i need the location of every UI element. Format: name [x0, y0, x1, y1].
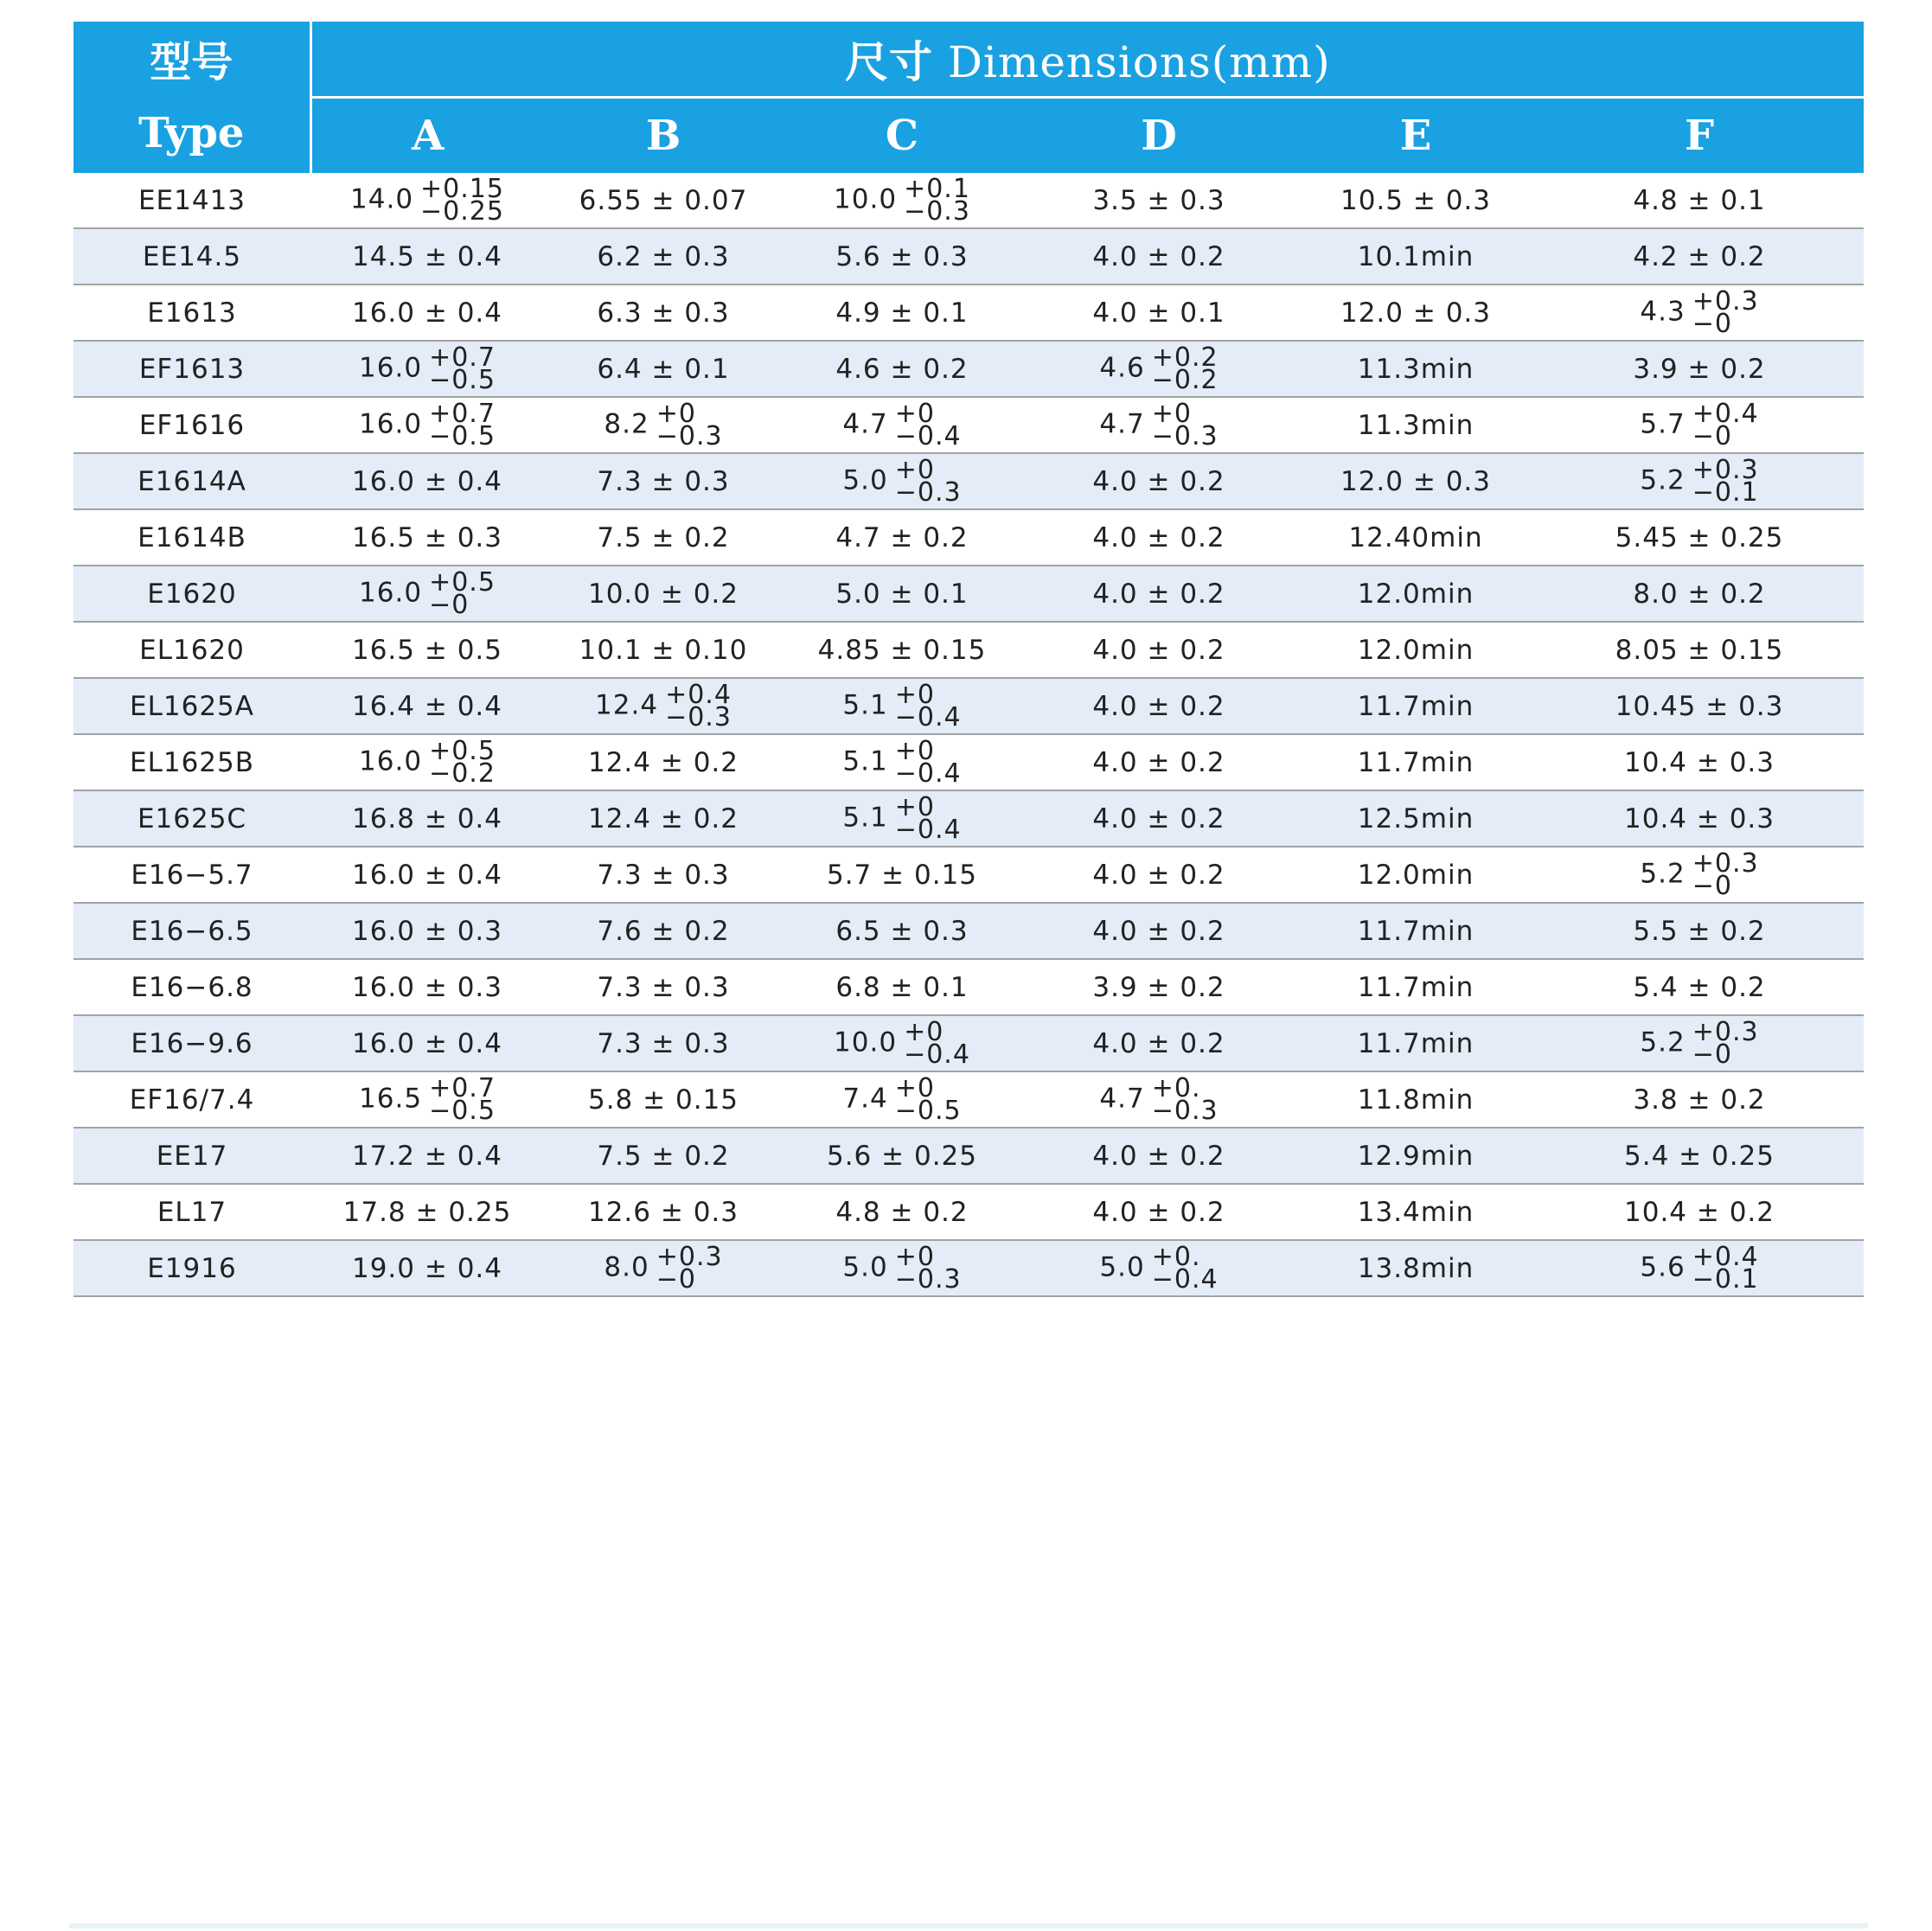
dimension-cell-f — [1535, 453, 1864, 509]
dimension-cell-d: 4.0 ± 0.1 — [1021, 285, 1296, 341]
dimension-cell-b: 6.2 ± 0.3 — [544, 228, 783, 285]
dimension-cell-b — [544, 397, 783, 453]
lower-tolerance: −0.5 — [429, 364, 496, 395]
lower-tolerance: −0 — [656, 1263, 696, 1295]
tolerance — [894, 679, 962, 732]
dimension-cell-d: 4.0 ± 0.2 — [1021, 622, 1296, 678]
type-cell: E16−9.6 — [74, 1015, 310, 1071]
dimension-cell-b: 5.8 ± 0.15 — [544, 1071, 783, 1128]
nominal-value: 14.0 — [350, 183, 414, 214]
upper-tolerance: +0.3 — [1692, 1016, 1759, 1047]
dimension-cell-a — [310, 734, 544, 790]
nominal-value: 4.7 — [1099, 1083, 1145, 1114]
dimension-cell-b — [544, 678, 783, 734]
type-cell: EE17 — [74, 1128, 310, 1184]
table-row — [74, 1184, 1864, 1240]
upper-tolerance: +0 — [1151, 398, 1192, 429]
type-cell: EE1413 — [74, 173, 310, 228]
type-header-en: Type — [138, 108, 245, 157]
nominal-value: 10.0 — [834, 183, 898, 214]
dimension-cell-a: 16.4 ± 0.4 — [310, 678, 544, 734]
type-cell: E1614B — [74, 509, 310, 566]
dimension-cell-b: 6.4 ± 0.1 — [544, 341, 783, 397]
tolerance — [1692, 454, 1759, 508]
upper-tolerance: +0. — [1151, 1241, 1201, 1272]
nominal-value: 5.0 — [1099, 1251, 1145, 1282]
dimension-cell-e: 11.7min — [1296, 903, 1535, 959]
dimension-cell-c — [783, 1071, 1021, 1128]
dimension-cell-b: 7.5 ± 0.2 — [544, 509, 783, 566]
nominal-value: 5.6 — [1640, 1251, 1686, 1282]
column-header-a: A — [310, 98, 544, 174]
dimension-cell-d: 4.0 ± 0.2 — [1021, 509, 1296, 566]
upper-tolerance: +0.4 — [1692, 1241, 1759, 1272]
dimension-cell-e: 11.7min — [1296, 734, 1535, 790]
dimension-cell-e: 12.0min — [1296, 622, 1535, 678]
lower-tolerance: −0 — [429, 589, 470, 620]
type-cell: EF1613 — [74, 341, 310, 397]
dimension-cell-f — [1535, 1240, 1864, 1296]
dimension-cell-b: 12.6 ± 0.3 — [544, 1184, 783, 1240]
dimension-cell-f: 10.4 ± 0.3 — [1535, 734, 1864, 790]
table-row — [74, 509, 1864, 566]
type-cell: E16−6.8 — [74, 959, 310, 1015]
dimension-cell-c — [783, 1240, 1021, 1296]
tolerance — [894, 735, 962, 789]
type-header-cn: 型号 — [150, 37, 234, 86]
dimension-cell-c — [783, 1015, 1021, 1071]
table-row — [74, 285, 1864, 341]
dimension-cell-c: 5.7 ± 0.15 — [783, 847, 1021, 903]
dimension-cell-e: 13.4min — [1296, 1184, 1535, 1240]
dimension-cell-f: 5.4 ± 0.25 — [1535, 1128, 1864, 1184]
dimension-cell-d — [1021, 1071, 1296, 1128]
table-row — [74, 903, 1864, 959]
type-cell: E1625C — [74, 790, 310, 847]
tolerance — [429, 735, 496, 789]
dimension-cell-d: 3.5 ± 0.3 — [1021, 173, 1296, 228]
type-cell: E1620 — [74, 566, 310, 622]
upper-tolerance: +0 — [656, 398, 696, 429]
dimension-cell-c: 4.7 ± 0.2 — [783, 509, 1021, 566]
dimension-cell-d: 4.0 ± 0.2 — [1021, 790, 1296, 847]
nominal-value: 10.0 — [834, 1026, 898, 1058]
table-row — [74, 790, 1864, 847]
type-column-header — [74, 22, 310, 173]
tolerance — [904, 1016, 970, 1070]
nominal-value: 5.0 — [842, 1251, 888, 1282]
lower-tolerance: −0.3 — [894, 1263, 962, 1295]
type-cell: EL17 — [74, 1184, 310, 1240]
nominal-value: 16.0 — [359, 745, 423, 777]
lower-tolerance: −0.3 — [1151, 420, 1219, 451]
dimension-cell-c: 5.6 ± 0.3 — [783, 228, 1021, 285]
table-row — [74, 397, 1864, 453]
type-cell: EL1620 — [74, 622, 310, 678]
lower-tolerance: −0.3 — [894, 476, 962, 508]
upper-tolerance: +0 — [904, 1016, 944, 1047]
dimensions-header-cn: 尺寸 — [844, 36, 933, 87]
dimension-cell-a — [310, 1071, 544, 1128]
dimension-cell-b — [544, 1240, 783, 1296]
dimension-cell-a: 17.8 ± 0.25 — [310, 1184, 544, 1240]
lower-tolerance: −0.1 — [1692, 1263, 1759, 1295]
table-row — [74, 622, 1864, 678]
dimension-cell-a: 16.0 ± 0.3 — [310, 959, 544, 1015]
nominal-value: 5.7 — [1640, 408, 1686, 439]
nominal-value: 8.0 — [604, 1251, 649, 1282]
column-header-f: F — [1535, 98, 1864, 174]
tolerance — [1151, 342, 1219, 395]
nominal-value: 16.0 — [359, 577, 423, 608]
dimension-cell-f: 10.45 ± 0.3 — [1535, 678, 1864, 734]
nominal-value: 4.7 — [1099, 408, 1145, 439]
nominal-value: 12.4 — [595, 689, 659, 720]
dimension-cell-b: 6.55 ± 0.07 — [544, 173, 783, 228]
dimension-cell-e: 12.0min — [1296, 566, 1535, 622]
tolerance — [420, 173, 504, 227]
dimension-cell-d — [1021, 341, 1296, 397]
tolerance — [894, 454, 962, 508]
column-header-b: B — [544, 98, 783, 174]
dimension-cell-a: 16.0 ± 0.3 — [310, 903, 544, 959]
dimension-cell-b: 10.0 ± 0.2 — [544, 566, 783, 622]
upper-tolerance: +0.3 — [656, 1241, 723, 1272]
nominal-value: 5.0 — [842, 464, 888, 496]
lower-tolerance: −0 — [1692, 1039, 1732, 1070]
table-row — [74, 341, 1864, 397]
dimension-cell-f — [1535, 847, 1864, 903]
upper-tolerance: +0.3 — [1692, 847, 1759, 879]
dimension-cell-c: 4.6 ± 0.2 — [783, 341, 1021, 397]
dimension-cell-d — [1021, 397, 1296, 453]
dimension-cell-c — [783, 173, 1021, 228]
tolerance — [1692, 847, 1759, 901]
dimension-cell-d: 4.0 ± 0.2 — [1021, 847, 1296, 903]
table-row — [74, 1128, 1864, 1184]
dimension-cell-b: 7.3 ± 0.3 — [544, 847, 783, 903]
tolerance — [656, 1241, 723, 1295]
dimension-cell-e: 11.3min — [1296, 397, 1535, 453]
nominal-value: 5.1 — [842, 802, 888, 833]
dimension-cell-d: 4.0 ± 0.2 — [1021, 1015, 1296, 1071]
upper-tolerance: +0 — [894, 679, 935, 710]
table-row — [74, 1015, 1864, 1071]
nominal-value: 7.4 — [842, 1083, 888, 1114]
tolerance — [1692, 1016, 1759, 1070]
dimension-cell-e: 10.1min — [1296, 228, 1535, 285]
upper-tolerance: +0 — [894, 1241, 935, 1272]
dimension-cell-b: 10.1 ± 0.10 — [544, 622, 783, 678]
nominal-value: 5.2 — [1640, 858, 1686, 889]
tolerance — [429, 398, 496, 451]
lower-tolerance: −0.4 — [894, 814, 962, 845]
dimension-cell-e: 11.8min — [1296, 1071, 1535, 1128]
dimension-cell-b: 7.3 ± 0.3 — [544, 453, 783, 509]
table-row — [74, 566, 1864, 622]
dimension-cell-b: 6.3 ± 0.3 — [544, 285, 783, 341]
type-cell: E1916 — [74, 1240, 310, 1296]
dimension-cell-e: 12.0min — [1296, 847, 1535, 903]
dimension-cell-a — [310, 566, 544, 622]
dimension-cell-e: 12.0 ± 0.3 — [1296, 285, 1535, 341]
dimension-cell-c: 5.6 ± 0.25 — [783, 1128, 1021, 1184]
table-body — [74, 173, 1864, 1296]
dimension-cell-e: 12.9min — [1296, 1128, 1535, 1184]
dimension-cell-e: 11.3min — [1296, 341, 1535, 397]
type-cell: E1614A — [74, 453, 310, 509]
lower-tolerance: −0.1 — [1692, 476, 1759, 508]
dimension-cell-a: 16.0 ± 0.4 — [310, 1015, 544, 1071]
dimension-cell-e: 11.7min — [1296, 678, 1535, 734]
type-cell: EE14.5 — [74, 228, 310, 285]
dimension-cell-f: 5.5 ± 0.2 — [1535, 903, 1864, 959]
dimension-cell-f: 10.4 ± 0.2 — [1535, 1184, 1864, 1240]
dimension-cell-c: 4.85 ± 0.15 — [783, 622, 1021, 678]
table-row — [74, 678, 1864, 734]
dimension-cell-d: 4.0 ± 0.2 — [1021, 1184, 1296, 1240]
dimension-cell-f — [1535, 397, 1864, 453]
dimension-cell-b: 7.6 ± 0.2 — [544, 903, 783, 959]
lower-tolerance: −0.3 — [1151, 1095, 1219, 1126]
dimension-cell-c: 4.9 ± 0.1 — [783, 285, 1021, 341]
nominal-value: 16.5 — [359, 1083, 423, 1114]
tolerance — [429, 1072, 496, 1126]
dimension-cell-f: 5.45 ± 0.25 — [1535, 509, 1864, 566]
upper-tolerance: +0 — [894, 454, 935, 485]
upper-tolerance: +0. — [1151, 1072, 1201, 1103]
upper-tolerance: +0 — [894, 791, 935, 822]
tolerance — [1151, 1241, 1219, 1295]
dimension-cell-a: 16.5 ± 0.5 — [310, 622, 544, 678]
lower-tolerance: −0.4 — [894, 758, 962, 789]
lower-tolerance: −0.2 — [429, 758, 496, 789]
upper-tolerance: +0.5 — [429, 735, 496, 766]
tolerance — [1151, 1072, 1219, 1126]
upper-tolerance: +0.4 — [665, 679, 732, 710]
nominal-value: 5.1 — [842, 689, 888, 720]
upper-tolerance: +0.7 — [429, 398, 496, 429]
tolerance — [894, 791, 962, 845]
lower-tolerance: −0.2 — [1151, 364, 1219, 395]
dimension-cell-c — [783, 397, 1021, 453]
dimension-cell-a: 16.0 ± 0.4 — [310, 285, 544, 341]
dimensions-header-en: Dimensions(mm) — [947, 37, 1331, 87]
table-row — [74, 847, 1864, 903]
upper-tolerance: +0.15 — [420, 173, 504, 204]
upper-tolerance: +0.5 — [429, 566, 496, 598]
lower-tolerance: −0.4 — [904, 1039, 970, 1070]
upper-tolerance: +0.1 — [904, 173, 970, 204]
type-cell: E16−5.7 — [74, 847, 310, 903]
dimension-cell-c: 5.0 ± 0.1 — [783, 566, 1021, 622]
dimension-cell-d: 4.0 ± 0.2 — [1021, 903, 1296, 959]
upper-tolerance: +0 — [894, 1072, 935, 1103]
type-cell: EL1625A — [74, 678, 310, 734]
type-cell: E1613 — [74, 285, 310, 341]
lower-tolerance: −0.4 — [894, 420, 962, 451]
tolerance — [1692, 285, 1759, 339]
type-cell: EF1616 — [74, 397, 310, 453]
table-row — [74, 1071, 1864, 1128]
dimension-cell-d: 4.0 ± 0.2 — [1021, 734, 1296, 790]
dimension-cell-c — [783, 734, 1021, 790]
tolerance — [429, 342, 496, 395]
upper-tolerance: +0.2 — [1151, 342, 1219, 373]
nominal-value: 16.0 — [359, 352, 423, 383]
dimension-cell-c — [783, 453, 1021, 509]
nominal-value: 16.0 — [359, 408, 423, 439]
lower-tolerance: −0 — [1692, 870, 1732, 901]
dimension-cell-b: 7.3 ± 0.3 — [544, 959, 783, 1015]
lower-tolerance: −0.25 — [420, 195, 504, 227]
dimension-cell-f: 4.2 ± 0.2 — [1535, 228, 1864, 285]
type-cell: E16−6.5 — [74, 903, 310, 959]
dimension-cell-e: 12.40min — [1296, 509, 1535, 566]
dimension-cell-f: 5.4 ± 0.2 — [1535, 959, 1864, 1015]
dimension-cell-b: 12.4 ± 0.2 — [544, 790, 783, 847]
column-header-c: C — [783, 98, 1021, 174]
dimension-cell-c: 6.5 ± 0.3 — [783, 903, 1021, 959]
dimension-cell-c: 6.8 ± 0.1 — [783, 959, 1021, 1015]
tolerance — [1151, 398, 1219, 451]
lower-tolerance: −0.4 — [1151, 1263, 1219, 1295]
lower-tolerance: −0.3 — [656, 420, 723, 451]
dimension-cell-a — [310, 173, 544, 228]
tolerance — [1692, 1241, 1759, 1295]
dimension-cell-f: 4.8 ± 0.1 — [1535, 173, 1864, 228]
table-row — [74, 228, 1864, 285]
upper-tolerance: +0 — [894, 735, 935, 766]
dimension-cell-e: 11.7min — [1296, 959, 1535, 1015]
upper-tolerance: +0.7 — [429, 342, 496, 373]
dimension-table — [74, 22, 1864, 1297]
upper-tolerance: +0 — [894, 398, 935, 429]
dimension-cell-e: 13.8min — [1296, 1240, 1535, 1296]
dimension-cell-e: 11.7min — [1296, 1015, 1535, 1071]
dimension-cell-d: 4.0 ± 0.2 — [1021, 228, 1296, 285]
dimension-cell-e: 10.5 ± 0.3 — [1296, 173, 1535, 228]
table-row — [74, 453, 1864, 509]
dimension-cell-a: 16.0 ± 0.4 — [310, 847, 544, 903]
dimension-cell-d: 4.0 ± 0.2 — [1021, 1128, 1296, 1184]
dimension-cell-a — [310, 341, 544, 397]
nominal-value: 4.3 — [1640, 296, 1686, 327]
dimension-cell-a: 16.5 ± 0.3 — [310, 509, 544, 566]
upper-tolerance: +0.3 — [1692, 285, 1759, 317]
nominal-value: 4.7 — [842, 408, 888, 439]
dimension-cell-a: 14.5 ± 0.4 — [310, 228, 544, 285]
table-row — [74, 959, 1864, 1015]
dimension-cell-c — [783, 678, 1021, 734]
tolerance — [894, 1241, 962, 1295]
dimension-cell-f: 3.8 ± 0.2 — [1535, 1071, 1864, 1128]
dimension-cell-b: 12.4 ± 0.2 — [544, 734, 783, 790]
tolerance — [894, 1072, 962, 1126]
lower-tolerance: −0.3 — [904, 195, 970, 227]
table-row — [74, 734, 1864, 790]
lower-tolerance: −0 — [1692, 420, 1732, 451]
dimension-cell-f: 8.05 ± 0.15 — [1535, 622, 1864, 678]
column-header-e: E — [1296, 98, 1535, 174]
dimension-cell-c — [783, 790, 1021, 847]
dimension-cell-d: 4.0 ± 0.2 — [1021, 453, 1296, 509]
table-row — [74, 173, 1864, 228]
dimension-cell-e: 12.0 ± 0.3 — [1296, 453, 1535, 509]
dimension-cell-b: 7.5 ± 0.2 — [544, 1128, 783, 1184]
dimension-cell-b: 7.3 ± 0.3 — [544, 1015, 783, 1071]
dimension-cell-a: 19.0 ± 0.4 — [310, 1240, 544, 1296]
tolerance — [429, 566, 496, 620]
upper-tolerance: +0.7 — [429, 1072, 496, 1103]
tolerance — [656, 398, 723, 451]
tolerance — [1692, 398, 1759, 451]
dimension-cell-a — [310, 397, 544, 453]
dimension-table-sheet — [74, 22, 1864, 1297]
type-cell: EF16/7.4 — [74, 1071, 310, 1128]
upper-tolerance: +0.4 — [1692, 398, 1759, 429]
nominal-value: 5.2 — [1640, 464, 1686, 496]
dimension-cell-a: 16.8 ± 0.4 — [310, 790, 544, 847]
lower-tolerance: −0.5 — [429, 420, 496, 451]
dimension-cell-d: 4.0 ± 0.2 — [1021, 678, 1296, 734]
table-row — [74, 1240, 1864, 1296]
nominal-value: 5.2 — [1640, 1026, 1686, 1058]
dimension-cell-d: 3.9 ± 0.2 — [1021, 959, 1296, 1015]
tolerance — [665, 679, 732, 732]
upper-tolerance: +0.3 — [1692, 454, 1759, 485]
lower-tolerance: −0.3 — [665, 701, 732, 732]
dimension-cell-f: 8.0 ± 0.2 — [1535, 566, 1864, 622]
tolerance — [904, 173, 970, 227]
type-cell: EL1625B — [74, 734, 310, 790]
nominal-value: 4.6 — [1099, 352, 1145, 383]
nominal-value: 8.2 — [604, 408, 649, 439]
lower-tolerance: −0.5 — [429, 1095, 496, 1126]
dimension-cell-a: 16.0 ± 0.4 — [310, 453, 544, 509]
lower-tolerance: −0.4 — [894, 701, 962, 732]
tolerance — [894, 398, 962, 451]
dimensions-header — [310, 22, 1864, 98]
dimension-cell-f: 3.9 ± 0.2 — [1535, 341, 1864, 397]
dimension-cell-c: 4.8 ± 0.2 — [783, 1184, 1021, 1240]
dimension-cell-f — [1535, 1015, 1864, 1071]
column-header-d: D — [1021, 98, 1296, 174]
dimension-cell-f: 10.4 ± 0.3 — [1535, 790, 1864, 847]
nominal-value: 5.1 — [842, 745, 888, 777]
dimension-cell-f — [1535, 285, 1864, 341]
lower-tolerance: −0 — [1692, 308, 1732, 339]
dimension-cell-d: 4.0 ± 0.2 — [1021, 566, 1296, 622]
dimension-cell-d — [1021, 1240, 1296, 1296]
dimension-cell-e: 12.5min — [1296, 790, 1535, 847]
bottom-decorative-bar — [69, 1923, 1868, 1928]
dimension-cell-a: 17.2 ± 0.4 — [310, 1128, 544, 1184]
lower-tolerance: −0.5 — [894, 1095, 962, 1126]
